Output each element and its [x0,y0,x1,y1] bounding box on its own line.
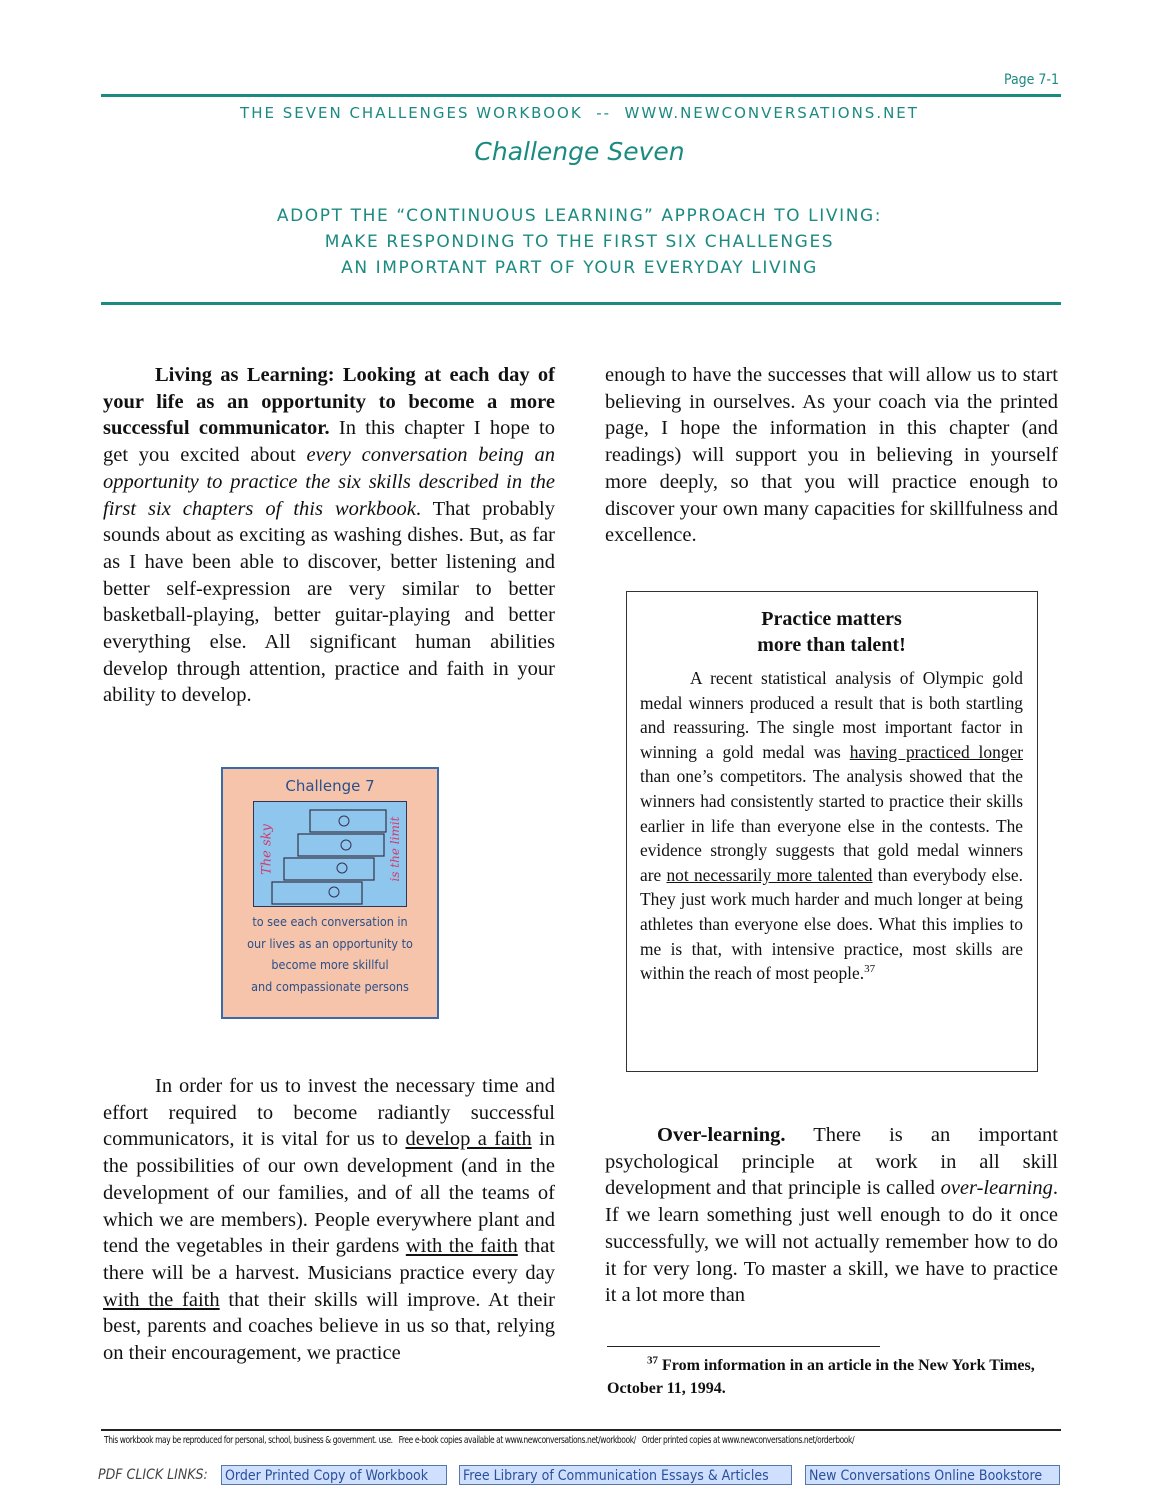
text-segment: . That probably sounds about as exciting as washing dishes. But, as far as I have been able to discover, better listening and better self-expression are very similar to better basketball-playing, better guitar-playing and better everything else. All significant human abilities develop through attention, practice and faith in your ability to develop. [103,497,555,707]
text-segment: not necessarily more talented [666,864,873,885]
caption-line: our lives as an opportunity to [247,935,413,951]
left-column-para-2 [103,1073,555,1367]
sidebar-title: Practice matters more than talent! [757,608,906,656]
figure-title: Challenge 7 [285,777,375,795]
text-segment: in the possibilities of our own development (and in the development of our families, and of all the teams of which we are members). People everywhere plant and tend the vegetables in their gardens [103,1128,556,1258]
footnote-ref[interactable]: 37 [864,963,876,976]
footnote-rule [607,1346,880,1347]
footer-rule [101,1429,1061,1431]
running-title: THE SEVEN CHALLENGES WORKBOOK -- WWW.NEWCONVERSATIONS.NET [240,104,919,122]
text-segment: In order for us to invest the necessary time and effort required to become radiantly successful communicators, it is vital for us to [103,1075,555,1151]
essays-library-link[interactable]: Free Library of Communication Essays & Articles [459,1465,792,1485]
text-segment: with the faith [405,1235,518,1258]
text-segment: every conversation being an opportunity to practice the six skills described in the first six chapters of this workbook [103,444,556,520]
order-workbook-link[interactable]: Order Printed Copy of Workbook [221,1465,447,1485]
text-segment: Over-learning. [657,1124,786,1146]
stairs-panel [253,801,407,907]
footer-notice: This workbook may be reproduced for personal, school, business & government. use. Free e-book copies available at www.newconversations.net/workbook/ Order printed copies at www.newconversations.net/orderbook/ [104,1435,855,1446]
text-segment: that their skills will improve. At their best, parents and coaches believe in us so that, relying on their encouragement, we practice [103,1288,556,1365]
text-segment: over-learning [940,1177,1053,1200]
pdf-links-label: PDF CLICK LINKS: [98,1467,208,1483]
text-segment: having practiced longer [849,741,1023,762]
text-segment: A recent statistical analysis of Olympic gold medal winners produced a result that is both startling and reassuring. The single most important factor in winning a gold medal was [640,668,1023,762]
caption-line: and compassionate persons [251,978,409,994]
sidebar-body [640,666,1023,986]
challenge-7-figure [221,767,439,1019]
figure-caption [223,911,437,997]
caption-line: to see each conversation in [252,914,408,929]
right-column-para-1 [605,362,1058,549]
right-column-para-2 [605,1122,1058,1309]
page-number: Page 7-1 [1003,72,1059,88]
text-segment: develop a faith [405,1128,532,1151]
footnote: $^{37}$ From information in an article in the New York Times, October 11, 1994. [607,1354,1035,1397]
text-segment: Living as Learning: Looking at each day of your life as an opportunity to become a more successful communicator. [103,364,555,440]
practice-sidebar [626,591,1038,1072]
figure-side-right: is the limit [388,816,402,882]
text-segment: There is an important psychological principle at work in all skill development and that principle is called [605,1124,1058,1200]
online-bookstore-link[interactable]: New Conversations Online Bookstore [805,1465,1060,1485]
text-segment: with the faith [103,1288,220,1311]
text-segment: . If we learn something just well enough to do it once successfully, we will not actually remember how to do it for very long. To master a skill, we have to practice it a lot more than [605,1177,1058,1307]
subtitle-line: MAKE RESPONDING TO THE FIRST SIX CHALLENGES [324,232,835,252]
figure-side-left: The sky [259,824,275,875]
stairs-icon [254,802,406,906]
text-segment: than one’s competitors. The analysis showed that the winners had consistently started to practice their skills earlier in life than everyone else in the contests. The evidence strongly suggests that gold medal winners are [640,766,1023,885]
chapter-subtitle [0,203,1159,281]
text-segment: that there will be a harvest. Musicians practice every day [103,1235,555,1284]
subtitle-line: ADOPT THE “CONTINUOUS LEARNING” APPROACH TO LIVING: [276,206,883,226]
text-segment: In this chapter I hope to get you excited about [103,417,556,467]
header-rule [101,94,1061,97]
subtitle-line: AN IMPORTANT PART OF YOUR EVERYDAY LIVING [341,258,818,278]
subtitle-rule [101,302,1061,305]
chapter-title: Challenge Seven [474,137,685,166]
left-column-para-1 [103,362,555,709]
text-segment: enough to have the successes that will allow us to start believing in ourselves. As your coach via the printed page, I hope the information in this chapter (and readings) will support you in believing in yourself more deeply, so that you will practice enough to discover your own many capacities for skillfulness and excellence. [605,364,1058,547]
text-segment: than everybody else. They just work much harder and much longer at being athletes than everyone else does. What this implies to me is that, with intensive practice, most skills are within the reach of most people. [640,864,1023,984]
caption-line: become more skillful [271,957,389,972]
